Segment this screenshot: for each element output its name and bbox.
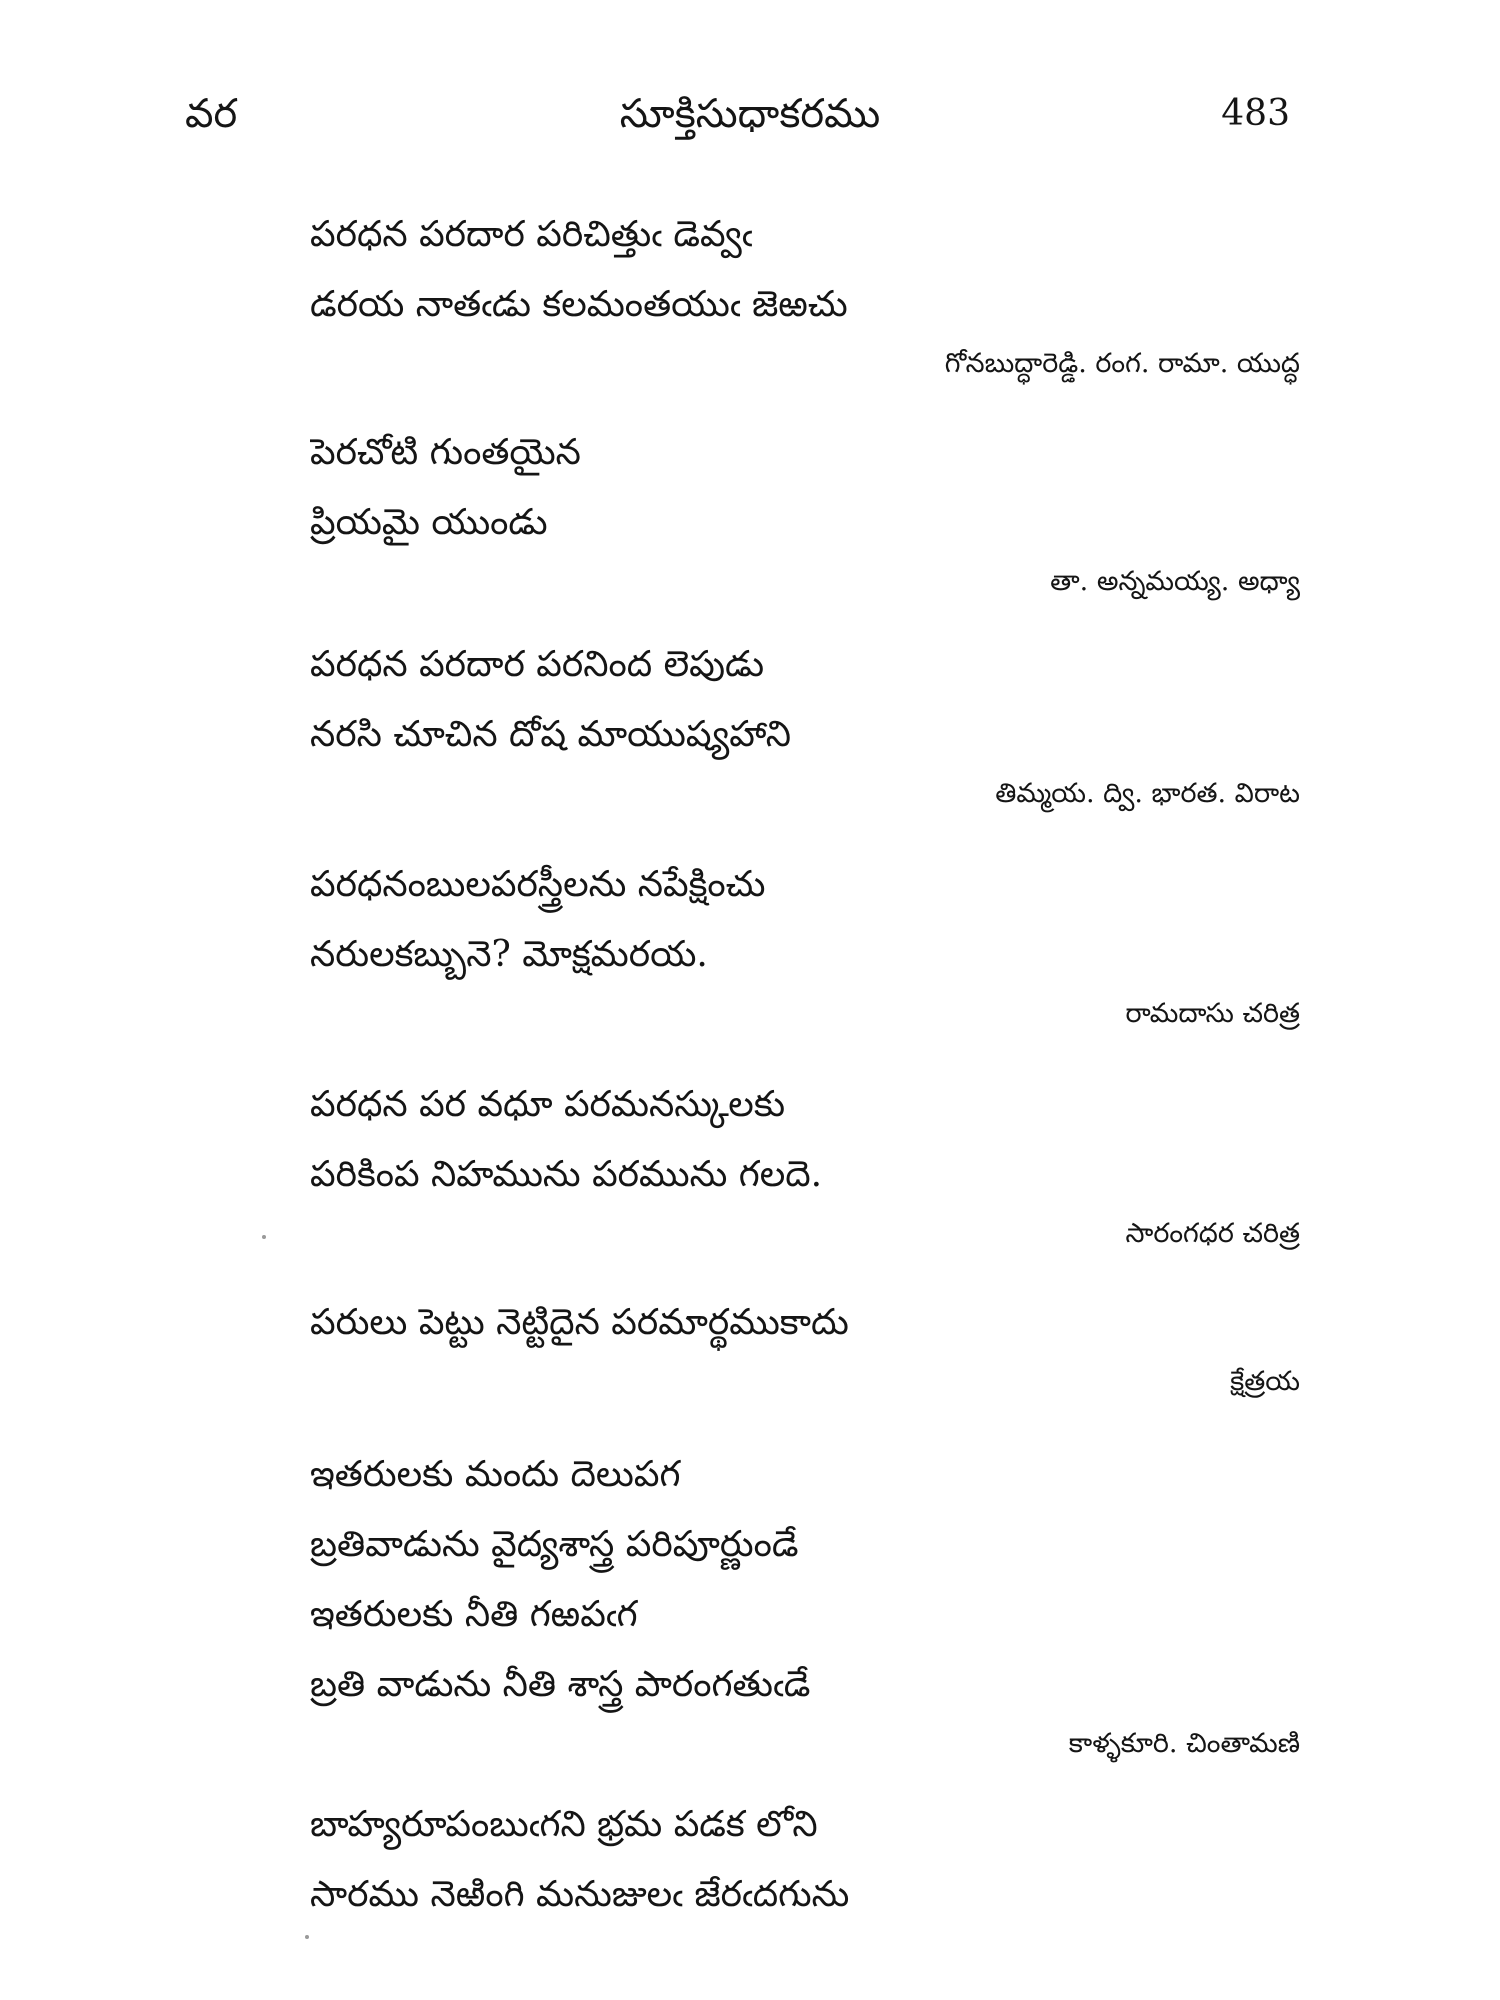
verse-line: డరయ నాతఁడు కలమంతయుఁ జెఱచు (310, 284, 848, 325)
source-attribution: క్షేత్రయ (1230, 1366, 1300, 1397)
source-attribution: కాళ్ళకూరి. చింతామణి (1068, 1728, 1300, 1759)
verse-line: బాహ్యరూపంబుఁగని భ్రమ పడక లోని (310, 1804, 818, 1845)
verse-line: ప్రియమై యుండు (310, 502, 548, 543)
source-attribution: గోనబుద్ధారెడ్డి. రంగ. రామా. యుద్ధ (944, 348, 1300, 379)
verse-line: నరసి చూచిన దోష మాయుష్యహాని (310, 714, 791, 755)
verse-entry (310, 1070, 1300, 1256)
running-head-title: సూక్తిసుధాకరము (619, 91, 881, 137)
source-attribution: రామదాసు చరిత్ర (1125, 998, 1300, 1029)
verse-line: పరధన పర వధూ పరమనస్కులకు (310, 1084, 786, 1125)
scan-speck (262, 1235, 266, 1239)
verse-line: పరులు పెట్టు నెట్టిదైన పరమార్థముకాదు (310, 1302, 849, 1343)
verse-line: బ్రతి వాడును నీతి శాస్త్ర పారంగతుఁడే (310, 1664, 811, 1705)
verse-entry (310, 630, 1300, 816)
source-attribution: సారంగధర చరిత్ర (1125, 1218, 1300, 1249)
verse-line: ఇతరులకు మందు దెలుపగ (310, 1454, 681, 1495)
verse-entry (310, 200, 1300, 386)
page-number: 483 (1221, 93, 1290, 134)
verse-line: పరికింప నిహమును పరమును గలదె. (310, 1154, 823, 1195)
source-attribution: తిమ్మయ. ద్వి. భారత. విరాట (995, 778, 1300, 809)
verse-entry (310, 418, 1300, 604)
verse-line: పెరచోటి గుంతయైన (310, 432, 581, 473)
verse-entry (310, 1790, 1300, 1930)
verse-entry (310, 1288, 1300, 1404)
verse-line: నరులకబ్బునె? మోక్షమరయ. (310, 934, 708, 975)
verse-line: పరధన పరదార పరిచిత్తుఁ డెవ్వఁ (310, 214, 753, 255)
verse-line: ఇతరులకు నీతి గఱపఁగ (310, 1594, 638, 1635)
verse-line: పరధన పరదార పరనింద లెపుడు (310, 644, 765, 685)
source-attribution: తా. అన్నమయ్య. అధ్యా (1050, 566, 1300, 597)
verse-line: బ్రతివాడును వైద్యశాస్త్ర పరిపూర్ణుండే (310, 1524, 799, 1565)
verse-line: సారము నెఱింగి మనుజులఁ జేరఁదగును (310, 1874, 850, 1915)
running-head-left: వర (185, 91, 238, 137)
scan-speck (305, 1935, 309, 1939)
verse-entry (310, 1440, 1300, 1766)
verse-line: పరధనంబులపరస్త్రీలను నపేక్షించు (310, 864, 766, 905)
verse-entry (310, 850, 1300, 1036)
